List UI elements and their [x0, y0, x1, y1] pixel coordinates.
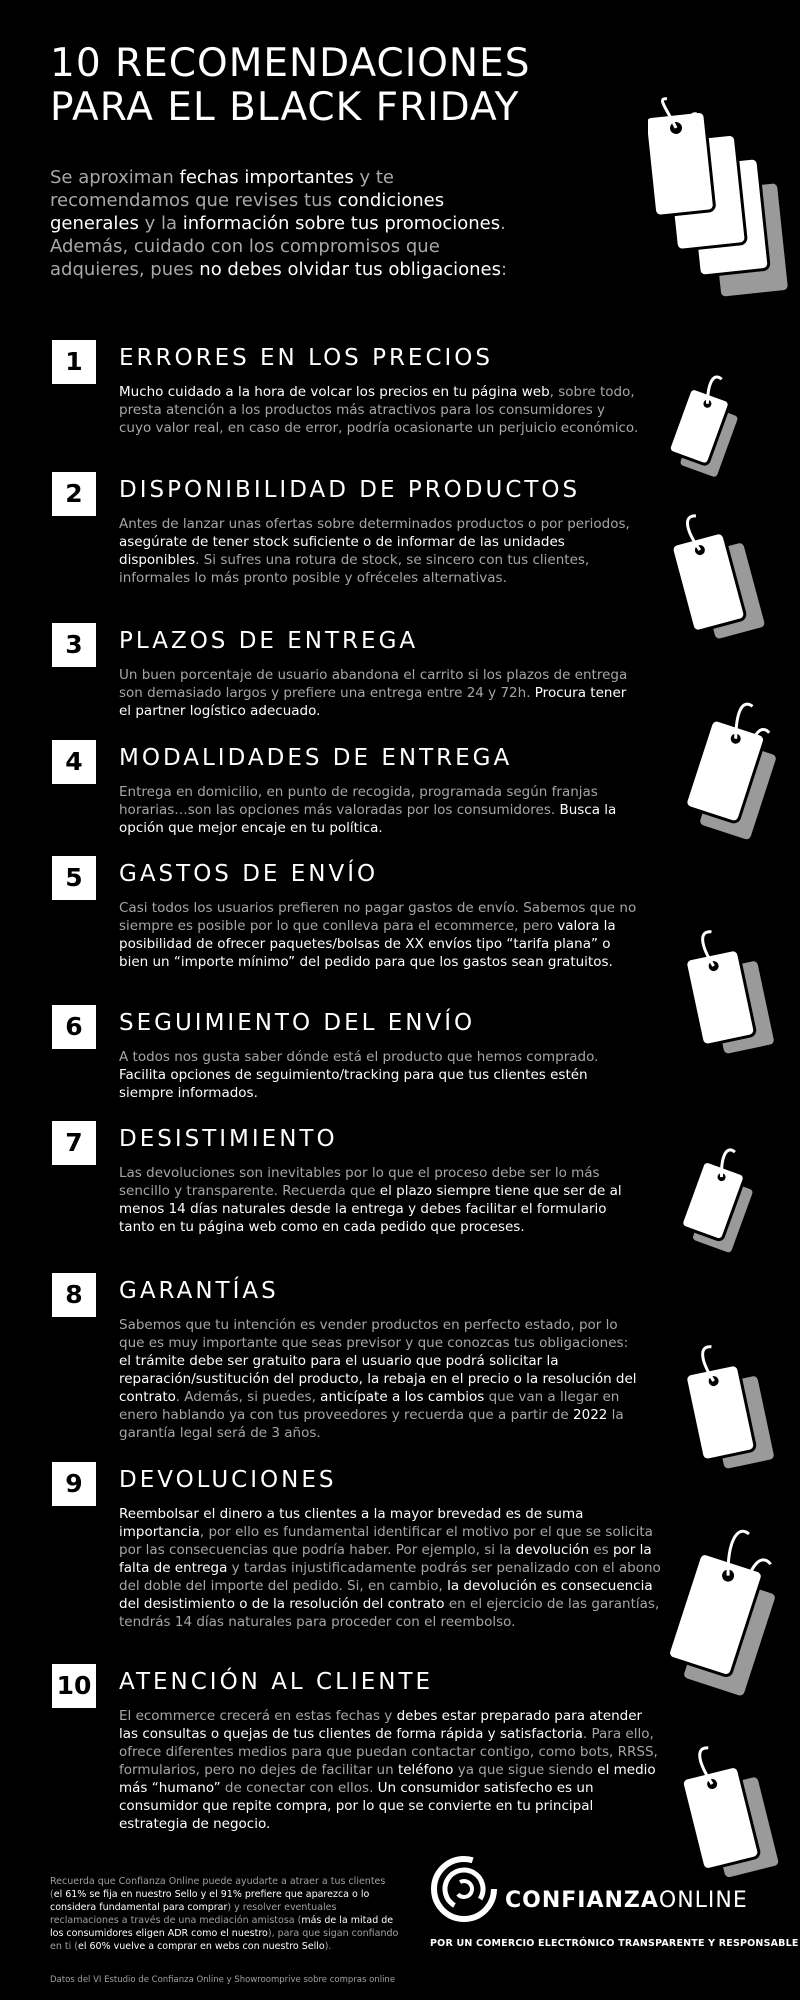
highlight-text: valora la posibilidad de ofrecer paquetes/bolsas de XX envíos tipo “tarifa plana” o bien un “importe mínimo” del pedido para que los gastos sean gratuitos.: [119, 918, 616, 970]
body-text: en el ejercicio de las garantías, tendrás 14 días naturales para proceder con el reembolso.: [119, 1596, 660, 1630]
body-text: Se aproximan: [50, 167, 180, 188]
highlight-text: debes estar preparado para atender las consultas o quejas de tus clientes de forma rápida y satisfactoria: [119, 1708, 643, 1742]
body-text: la garantía legal será de 3 años.: [119, 1407, 624, 1441]
section-number: 9: [52, 1462, 96, 1506]
body-text: ), para que sigan confiando en ti (: [50, 1928, 399, 1952]
highlight-text: fechas importantes: [179, 167, 354, 188]
section-body: [119, 383, 639, 437]
section-heading: DEVOLUCIONES: [119, 1467, 337, 1493]
highlight-text: más de la mitad de los consumidores eligen ADR como el nuestro: [50, 1915, 394, 1939]
section-heading: DISPONIBILIDAD DE PRODUCTOS: [119, 477, 581, 503]
highlight-text: teléfono: [397, 1762, 454, 1778]
section-number: 1: [52, 340, 96, 384]
page-title: [50, 42, 650, 130]
body-text: de conectar con ellos.: [220, 1780, 378, 1796]
body-text: es: [589, 1542, 613, 1558]
section-body: [119, 1505, 664, 1631]
highlight-text: Busca la opción que mejor encaje en tu política.: [119, 802, 617, 836]
brand-name: [505, 1888, 748, 1913]
section-heading: MODALIDADES DE ENTREGA: [119, 745, 513, 771]
footer-note: [50, 1875, 400, 1953]
highlight-text: condiciones generales: [50, 190, 445, 234]
section-number: 5: [52, 856, 96, 900]
section-heading: ERRORES EN LOS PRECIOS: [119, 345, 494, 371]
highlight-text: anticípate a los cambios: [320, 1389, 485, 1405]
highlight-text: 2022: [573, 1407, 608, 1423]
brand-name-bold: CONFIANZA: [505, 1888, 659, 1913]
highlight-text: no debes olvidar tus obligaciones: [199, 259, 502, 280]
section-body: [119, 1048, 639, 1102]
section-number: 4: [52, 740, 96, 784]
section-heading: PLAZOS DE ENTREGA: [119, 628, 419, 654]
body-text: Recuerda que Confianza Online puede ayudarte a atraer a tus clientes (: [50, 1876, 386, 1900]
section-heading: DESISTIMIENTO: [119, 1126, 338, 1152]
body-text: ).: [324, 1941, 332, 1952]
price-tag-icon: [676, 1330, 786, 1480]
section-heading: GASTOS DE ENVÍO: [119, 861, 379, 887]
body-text: . Si sufres una rotura de stock, se sincero con tus clientes, informales lo más pronto posible y ofréceles alternativas.: [119, 552, 590, 586]
highlight-text: Un consumidor satisfecho es un consumidor que repite compra, por lo que se convierte en tu principal estrategia de negocio.: [119, 1780, 594, 1832]
highlight-text: el trámite debe ser gratuito para el usuario que podrá solicitar la reparación/sustitución del producto, la rebaja en el precio o la resolución del contrato: [119, 1353, 637, 1405]
title-line-2: PARA EL BLACK FRIDAY: [50, 85, 520, 130]
section-body: [119, 515, 639, 587]
highlight-text: Procura tener el partner logístico adecuado.: [119, 685, 627, 719]
price-tag-icon: [676, 915, 786, 1065]
highlight-text: el medio más “humano”: [119, 1762, 656, 1796]
price-tag-icon: [648, 92, 788, 312]
section-body: [119, 783, 639, 837]
body-text: . Además, cuidado con los compromisos que adquieres, pues: [50, 213, 506, 280]
body-text: que van a llegar en enero hablando ya con tus proveedores y recuerda que a partir de: [119, 1389, 620, 1423]
price-tag-icon: [664, 500, 774, 650]
concentric-arcs-icon: [430, 1855, 498, 1923]
body-text: ) y resolver eventuales reclamaciones a través de una mediación amistosa (: [50, 1902, 337, 1926]
body-text: Sabemos que tu intención es vender productos en perfecto estado, por lo que es muy importante que seas previsor y que conozcas tus obligaciones:: [119, 1317, 629, 1351]
section-number: 10: [52, 1664, 96, 1708]
body-text: Entrega en domicilio, en punto de recogida, programada según franjas horarias…son las opciones más valoradas por los consumidores.: [119, 784, 598, 818]
highlight-text: devolución: [515, 1542, 590, 1558]
brand-tagline: POR UN COMERCIO ELECTRÓNICO TRANSPARENTE Y RESPONSABLE: [430, 1938, 799, 1949]
section-number: 8: [52, 1273, 96, 1317]
highlight-text: Facilita opciones de seguimiento/tracking para que tus clientes estén siempre informados.: [119, 1067, 588, 1101]
highlight-text: el 60% vuelve a comprar en webs con nuestro Sello: [77, 1941, 325, 1952]
section-body: [119, 1316, 639, 1442]
price-tag-icon: [676, 1140, 776, 1260]
body-text: . Además, si puedes,: [175, 1389, 321, 1405]
price-tag-icon: [680, 690, 790, 850]
section-body: [119, 666, 639, 720]
highlight-text: Reembolsar el dinero a tus clientes a la mayor brevedad es de suma importancia: [119, 1506, 584, 1540]
footer-source: Datos del VI Estudio de Confianza Online y Showroomprive sobre compras online: [50, 1975, 396, 1985]
section-heading: ATENCIÓN AL CLIENTE: [119, 1669, 434, 1695]
brand-logo: [430, 1855, 799, 1955]
section-heading: GARANTÍAS: [119, 1278, 279, 1304]
body-text: y te recomendamos que revises tus: [50, 167, 394, 211]
section-heading: SEGUIMIENTO DEL ENVÍO: [119, 1010, 476, 1036]
body-text: . Para ello, ofrece diferentes medios para que puedan contactar contigo, como bots, RRSS, formularios, pero no dejes de facilitar un: [119, 1726, 658, 1778]
body-text: Casi todos los usuarios prefieren no pagar gastos de envío. Sabemos que no siempre es posible por lo que conlleva para el ecommerce, pero: [119, 900, 637, 934]
body-text: ya que sigue siendo: [453, 1762, 598, 1778]
section-number: 2: [52, 472, 96, 516]
title-line-1: 10 RECOMENDACIONES: [50, 41, 531, 86]
body-text: Antes de lanzar unas ofertas sobre determinados productos o por periodos,: [119, 516, 630, 532]
body-text: Un buen porcentaje de usuario abandona el carrito si los plazos de entrega son demasiado largos y prefiere una entrega entre 24 y 72h.: [119, 667, 628, 701]
section-number: 3: [52, 623, 96, 667]
highlight-text: el plazo siempre tiene que ser de al menos 14 días naturales desde la entrega y debes facilitar el formulario tanto en tu página web como en cada pedido que proceses.: [119, 1183, 622, 1235]
highlight-text: información sobre tus promociones: [182, 213, 501, 234]
body-text: :: [501, 259, 508, 280]
section-body: [119, 1164, 639, 1236]
price-tag-icon: [668, 1505, 788, 1705]
section-body: [119, 899, 639, 971]
section-body: [119, 1707, 664, 1833]
intro-paragraph: [50, 166, 520, 281]
body-text: Las devoluciones son inevitables por lo que el proceso debe ser lo más sencillo y transparente. Recuerda que: [119, 1165, 600, 1199]
highlight-text: por la falta de entrega: [119, 1542, 652, 1576]
body-text: El ecommerce crecerá en estas fechas y: [119, 1708, 397, 1724]
section-number: 7: [52, 1121, 96, 1165]
body-text: , sobre todo, presta atención a los productos más atractivos para los consumidores y cuyo valor real, en caso de error, podría ocasionarte un perjuicio económico.: [119, 384, 639, 436]
body-text: A todos nos gusta saber dónde está el producto que hemos comprado.: [119, 1049, 599, 1065]
body-text: y tardas injustificadamente podrás ser penalizado con el abono del doble del importe del pedido. Si, en cambio,: [119, 1560, 661, 1594]
body-text: y la: [138, 213, 183, 234]
highlight-text: la devolución es consecuencia del desistimiento o de la resolución del contrato: [119, 1578, 653, 1612]
highlight-text: el 61% se fija en nuestro Sello y el 91% prefiere que aparezca o lo considera fundamental para comprar: [50, 1889, 370, 1913]
brand-name-light: ONLINE: [658, 1888, 748, 1913]
highlight-text: asegúrate de tener stock suficiente o de informar de las unidades disponibles: [119, 534, 565, 568]
highlight-text: Mucho cuidado a la hora de volcar los precios en tu página web: [119, 384, 550, 400]
body-text: , por ello es fundamental identificar el motivo por el que se solicita por las consecuencias que podría haber. Por ejemplo, si la: [119, 1524, 653, 1558]
section-number: 6: [52, 1005, 96, 1049]
price-tag-icon: [665, 368, 755, 483]
